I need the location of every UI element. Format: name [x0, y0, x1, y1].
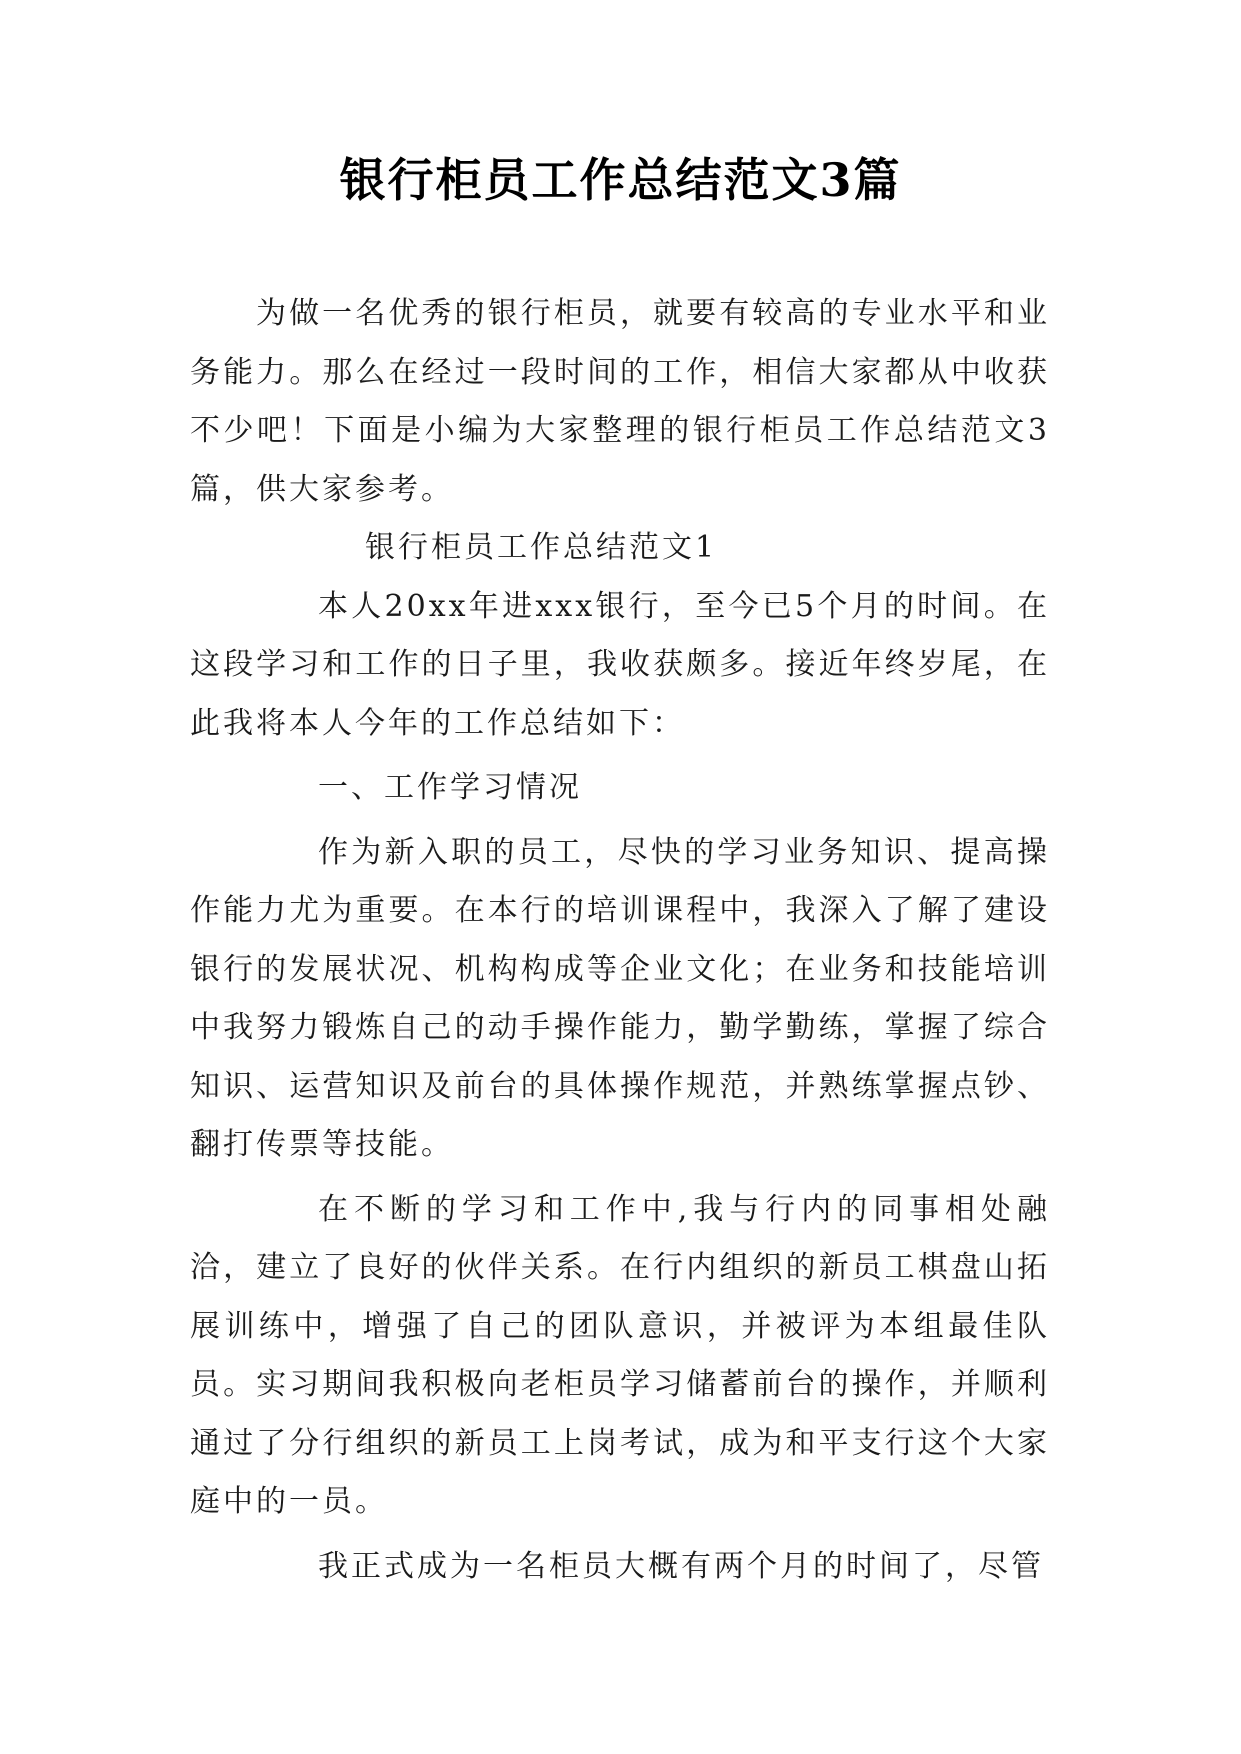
paragraph-1: 本人20xx年进xxx银行，至今已5个月的时间。在这段学习和工作的日子里，我收获颇多。接近年终岁尾，在此我将本人今年的工作总结如下： [190, 588, 1050, 741]
section-title: 银行柜员工作总结范文1 [365, 530, 718, 565]
paragraph-2: 作为新入职的员工，尽快的学习业务知识、提高操作能力尤为重要。在本行的培训课程中，我深入了解了建设银行的发展状况、机构构成等企业文化；在业务和技能培训中我努力锻炼自己的动手操作能力，勤学勤练，掌握了综合知识、运营知识及前台的具体操作规范，并熟练掌握点钞、翻打传票等技能。 [190, 834, 1050, 1162]
paragraph-3: 在不断的学习和工作中,我与行内的同事相处融洽，建立了良好的伙伴关系。在行内组织的新员工棋盘山拓展训练中，增强了自己的团队意识，并被评为本组最佳队员。实习期间我积极向老柜员学习储蓄前台的操作，并顺利通过了分行组织的新员工上岗考试，成为和平支行这个大家庭中的一员。 [190, 1191, 1050, 1519]
subheading-1: 一、工作学习情况 [318, 770, 582, 805]
paragraph-4: 我正式成为一名柜员大概有两个月的时间了，尽管 [318, 1548, 1044, 1584]
document-title: 银行柜员工作总结范文3篇 [339, 153, 902, 207]
document-body [190, 285, 1050, 1596]
intro-paragraph: 为做一名优秀的银行柜员，就要有较高的专业水平和业务能力。那么在经过一段时间的工作，相信大家都从中收获不少吧！下面是小编为大家整理的银行柜员工作总结范文3篇，供大家参考。 [190, 296, 1050, 507]
